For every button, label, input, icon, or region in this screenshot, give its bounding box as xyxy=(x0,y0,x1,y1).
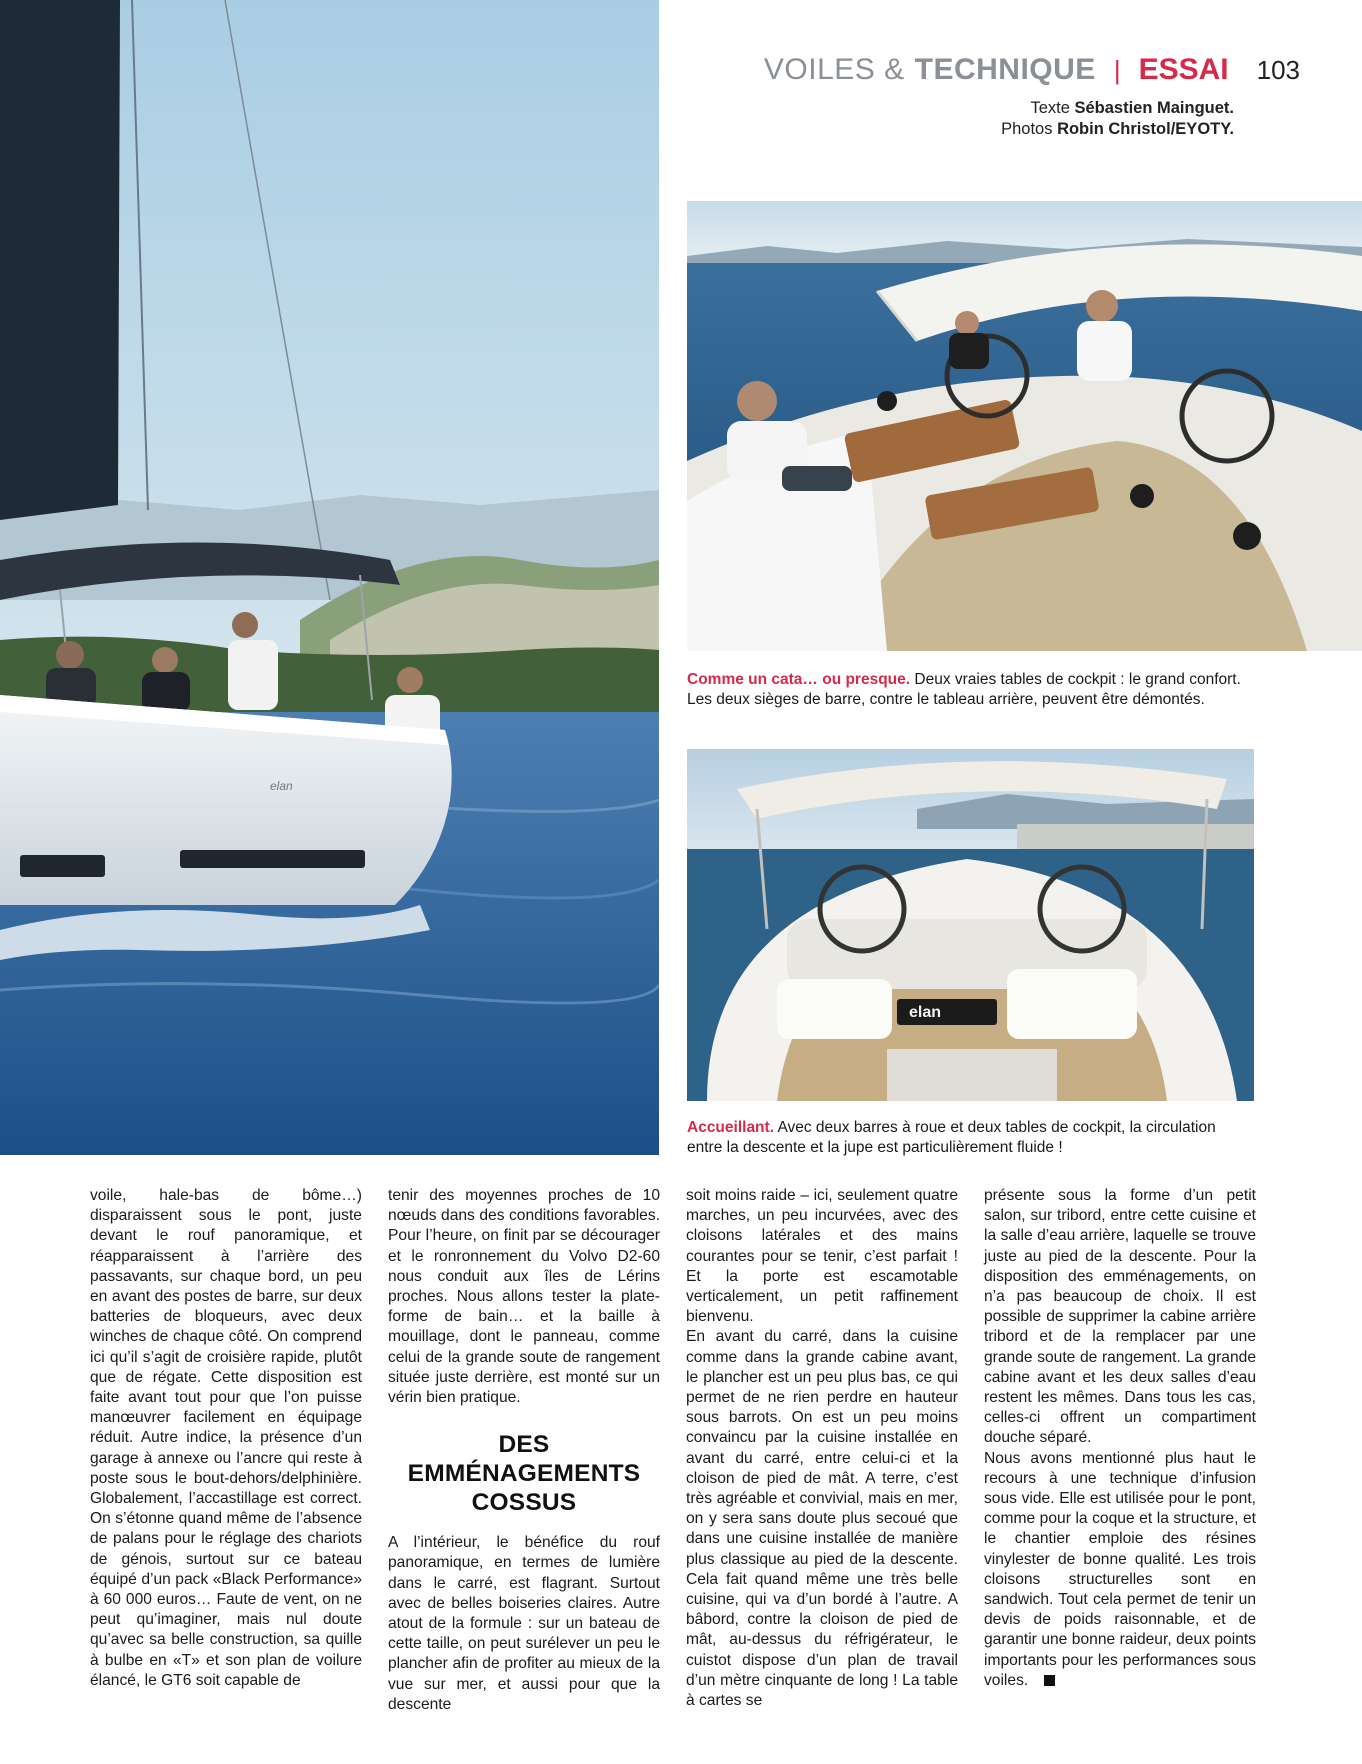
category-label: ESSAI xyxy=(1138,53,1229,86)
article-column-3 xyxy=(686,1186,958,1711)
article-column-2 xyxy=(388,1186,660,1715)
article-paragraph: soit moins raide – ici, seulement quatre marches, un peu incurvées, avec des cloisons latérales et des mains courantes pour se tenir, c’est parfait ! Et la porte est escamotable verticalement, un petit raffinement bienvenu. xyxy=(686,1187,958,1326)
credit-photo-author: Robin Christol/EYOTY. xyxy=(1057,120,1234,138)
section-heading: DES EMMÉNAGEMENTS COSSUS xyxy=(407,1431,641,1517)
article-paragraph: voile, hale-bas de bôme…) disparaissent sous le pont, juste devant le rouf panoramique, et réapparaissent à l’arrière des passavants, sur chaque bord, un peu en avant des postes de barre, sur deux batteries de bloqueurs, avec deux winches de chaque côté. On comprend ici qu’il s’agit de croisière rapide, plutôt que de régate. Cette disposition est faite avant tout pour que l’on puisse manœuvrer facilement en équipage réduit. Autre indice, la présence d’un garage à annexe ou l’ancre qui reste à poste sous le bout-dehors/delphinière. Globalement, l’accastillage est correct. On s’étonne quand même de l’absence de palans pour le réglage des chariots de génois, surtout sur ce bateau équipé d’un pack «Black Performance» à 60 000 euros… Faute de vent, on ne peut qu’imaginer, mais nul doute qu’avec sa belle construction, sa quille à bulbe en «T» et son plan de voilure élancé, le GT6 soit capable de xyxy=(90,1187,362,1689)
end-of-article-mark xyxy=(1044,1675,1055,1686)
photo-cockpit-crew xyxy=(687,201,1362,651)
photo-sailing-yacht-image xyxy=(0,0,659,1155)
caption-text: Avec deux barres à roue et deux tables de cockpit, la circulation entre la descente et la jupe est particulièrement fluide ! xyxy=(687,1119,1216,1156)
page-header xyxy=(764,50,1300,90)
section-title-bold: TECHNIQUE xyxy=(914,53,1096,86)
article-credits xyxy=(834,98,1234,140)
photo-caption-stern xyxy=(687,1118,1247,1158)
photo-sailing-yacht xyxy=(0,0,659,1155)
caption-text: Deux vraies tables de cockpit : le grand confort. Les deux sièges de barre, contre le tableau arrière, peuvent être démontés. xyxy=(687,671,1241,708)
credit-text-label: Texte xyxy=(1030,99,1070,117)
page-number: 103 xyxy=(1256,54,1300,85)
article-paragraph: A l’intérieur, le bénéfice du rouf panoramique, en termes de lumière dans le carré, est flagrant. Surtout avec de belles boiseries claires. Autre atout de la formule : sur un bateau de cette taille, on peut surélever un peu le plancher afin de profiter au mieux de la vue sur mer, et aussi pour que la descente xyxy=(388,1534,660,1713)
credit-text-author: Sébastien Mainguet. xyxy=(1074,99,1234,117)
section-title-light: VOILES & xyxy=(763,53,905,86)
header-separator: | xyxy=(1113,54,1121,85)
hull-brand-logo: elan xyxy=(270,779,293,793)
article-column-1 xyxy=(90,1186,362,1691)
article-paragraph xyxy=(984,1449,1256,1691)
article-paragraph: tenir des moyennes proches de 10 nœuds dans des conditions favorables. Pour l’heure, on finit par se décourager et le ronronnement du Volvo D2-60 nous conduit aux îles de Lérins proches. Nous allons tester la plate-forme de bain… et la baille à mouillage, dont le panneau, comme celui de la grande soute de rangement située juste derrière, est monté sur un vérin bien pratique. xyxy=(388,1187,660,1407)
article-paragraph: présente sous la forme d’un petit salon, sur tribord, entre cette cuisine et la salle d’eau arrière, laquelle se trouve juste au pied de la descente. Pour la disposition des emménagements, on n’a pas beaucoup de choix. Il est possible de supprimer la cabine arrière tribord et de la remplacer par une grande soute de rangement. La grande cabine avant et les deux salles d’eau restent les mêmes. Dans tous les cas, celles-ci offrent un compartiment douche séparé. xyxy=(984,1187,1256,1447)
photo-cockpit-stern xyxy=(687,749,1254,1101)
caption-lead: Accueillant. xyxy=(687,1119,774,1136)
photo-cockpit-stern-image xyxy=(687,749,1254,1101)
transom-brand-logo: elan xyxy=(909,1004,942,1021)
article-paragraph: En avant du carré, dans la cuisine comme dans la grande cabine avant, le plancher est un peu plus bas, ce qui permet de ne rien perdre en hauteur sous barrots. On est un peu moins convaincu par la cuisine installée en avant du carré, entre celui-ci et la cloison de pied de mât. A terre, c’est très agréable et convivial, mais en mer, on y sera sans doute plus secoué que dans une cuisine installée de manière plus classique au pied de la descente. Cela fait quand même une très belle cuisine, qui va d’un bordé à l’autre. A bâbord, contre la cloison de pied de mât, au-dessus du réfrigérateur, le cuistot dispose d’un plan de travail d’un mètre cinquante de long ! La table à cartes se xyxy=(686,1328,958,1710)
photo-cockpit-crew-image xyxy=(687,201,1362,651)
article-paragraph-text: Nous avons mentionné plus haut le recours à une technique d’infusion sous vide. Elle est utilisée pour le pont, comme pour la coque et la structure, et le chantier emploie des résines vinylester de bonne qualité. Les trois cloisons structurelles sont en sandwich. Tout cela permet de tenir un devis de poids raisonnable, et de garantir une bonne raideur, deux points importants pour les performances sous voiles. xyxy=(984,1449,1256,1689)
caption-lead: Comme un cata… ou presque. xyxy=(687,671,911,688)
article-column-4 xyxy=(984,1186,1256,1691)
credit-photo-label: Photos xyxy=(1001,120,1053,138)
photo-caption-cockpit xyxy=(687,670,1247,710)
